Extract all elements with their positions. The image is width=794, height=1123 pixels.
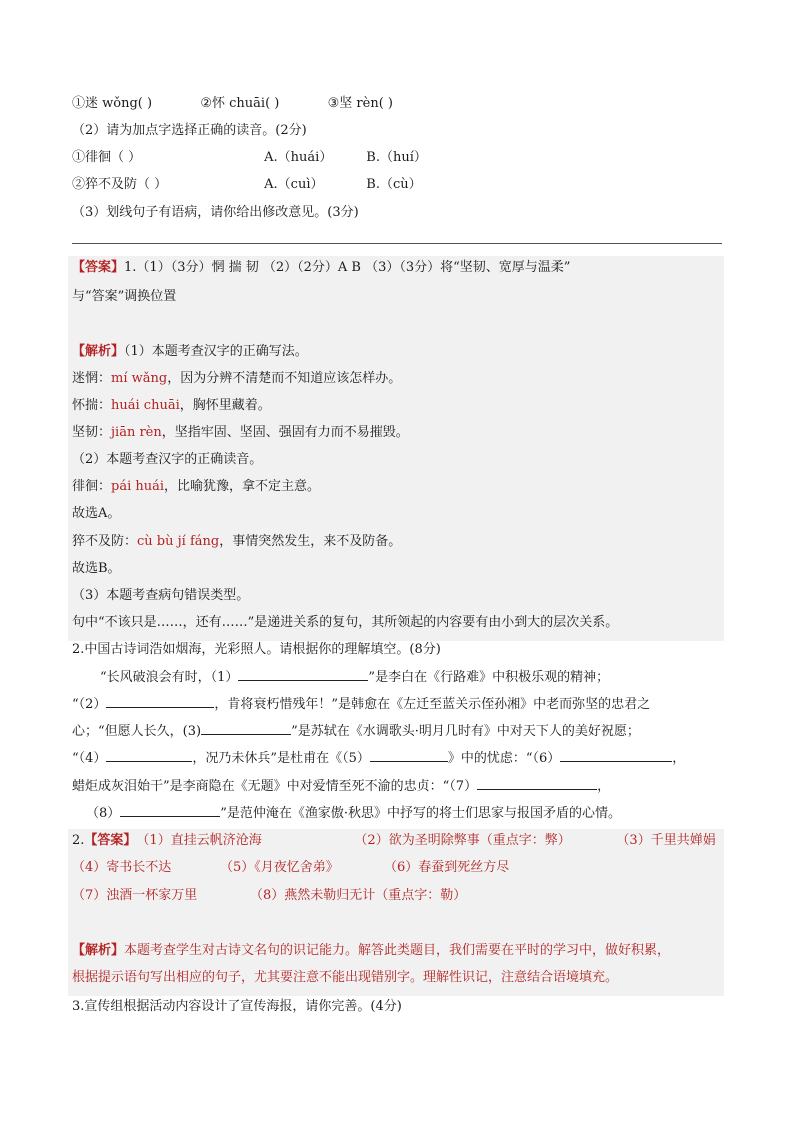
- blank-7[interactable]: [477, 776, 597, 790]
- answer-tag: 【答案】: [84, 833, 137, 848]
- analysis-1-line-5: （2）本题考查汉字的正确读音。: [72, 452, 263, 467]
- analysis-1-line-4: [72, 423, 409, 443]
- analysis-1-line-1: [72, 342, 308, 362]
- definition: ，胸怀里藏着。: [179, 398, 271, 413]
- answer-2-line-3: [72, 886, 466, 906]
- pinyin: jiān rèn: [111, 425, 162, 440]
- definition: ，比喻犹豫，拿不定主意。: [164, 479, 321, 494]
- analysis-1-line-9: 故选B。: [72, 561, 121, 576]
- option-line-2: [72, 175, 422, 195]
- pinyin-item-2: ②怀 chuāi( ): [200, 96, 280, 111]
- option-1-b: B.（huí）: [366, 150, 427, 165]
- answer-item-7: （7）浊酒一杯家万里: [72, 888, 198, 903]
- answer-item-8: （8）燕然未勒归无计（重点字：勒）: [250, 888, 467, 903]
- option-item-1: ①徘徊（ ）: [72, 150, 142, 165]
- option-2-a: A.（cuì）: [264, 177, 324, 192]
- q2-text: ，: [672, 751, 686, 766]
- analysis-1-line-6: [72, 477, 320, 497]
- blank-3[interactable]: [201, 721, 291, 735]
- analysis-1-line-7: 故选A。: [72, 506, 121, 521]
- term: 猝不及防：: [72, 534, 138, 549]
- answer-1-line-1: [72, 258, 570, 278]
- answer-tag: 【答案】: [72, 260, 125, 275]
- q2-text: ”是李白在《行路难》中积极乐观的精神；: [368, 670, 610, 685]
- answer-1-line-2: 与“答案”调换位置: [72, 289, 177, 304]
- pinyin-item-3: ③坚 rèn( ): [327, 96, 393, 111]
- answer-2-line-2: [72, 858, 509, 878]
- answer-item-3: （3）千里共婵娟: [616, 833, 716, 848]
- analysis-1-line-10: （3）本题考查病句错误类型。: [72, 588, 250, 603]
- q2-text: ”是范仲淹在《渔家傲·秋思》中抒写的将士们思家与报国矛盾的心情。: [220, 806, 622, 821]
- blank-2[interactable]: [106, 694, 214, 708]
- question-3-title: 3.宣传组根据活动内容设计了宣传海报，请你完善。(4分): [72, 999, 402, 1014]
- subquestion-3: （3）划线句子有语病，请你给出修改意见。(3分): [72, 205, 359, 220]
- option-2-b: B.（cù）: [366, 177, 422, 192]
- blank-4[interactable]: [106, 748, 192, 762]
- q2-line-2: [72, 694, 650, 715]
- q2-text: ，肯将衰朽惜残年！”是韩愈在《左迁至蓝关示侄孙湘》中老而弥坚的忠君之: [214, 697, 651, 712]
- q2-text: ，况乃未休兵”是杜甫在《（5）: [192, 751, 370, 766]
- q2-text: “（2）: [72, 697, 107, 712]
- answer-rule: [72, 243, 722, 244]
- answer-block-1: [68, 256, 724, 641]
- q2-line-5: [72, 776, 610, 797]
- analysis-2-line-1: [72, 941, 670, 961]
- analysis-1-line-8: [72, 532, 401, 552]
- answer-2-line-1: [72, 831, 716, 851]
- definition: ，因为分辨不清楚而不知道应该怎样办。: [167, 371, 402, 386]
- answer-item-2: （2）欲为圣明除弊事（重点字：弊）: [354, 833, 571, 848]
- answer-item-6: （6）春蚕到死丝方尽: [384, 860, 510, 875]
- option-1-a: A.（huái）: [264, 150, 333, 165]
- answer-item-5: （5）《月夜忆舍弟》: [220, 860, 339, 875]
- q2-line-4: [72, 748, 685, 769]
- question-2-title: 2.中国古诗词浩如烟海，光彩照人。请根据你的理解填空。(8分): [72, 642, 441, 657]
- analysis-1-line-2: [72, 369, 401, 389]
- term: 迷惘：: [72, 371, 112, 386]
- answer-1-text: 1.（1）（3分）惘 揣 韧 （2）（2分）A B （3）（3分）将“坚韧、宽厚与温柔”: [124, 260, 571, 275]
- analysis-1-line-3: [72, 396, 271, 416]
- blank-5[interactable]: [370, 748, 448, 762]
- term: 徘徊：: [72, 479, 112, 494]
- q2-text: ，: [597, 779, 611, 794]
- analysis-tag: 【解析】: [72, 943, 125, 958]
- blank-6[interactable]: [560, 748, 672, 762]
- definition: ，事情突然发生，来不及防备。: [219, 534, 402, 549]
- q2-text: 》中的忧虑：“（6）: [447, 751, 561, 766]
- analysis-1-text: （1）本题考查汉字的正确写法。: [124, 344, 308, 359]
- option-line-1: [72, 148, 427, 168]
- pinyin-item-1: ①迷 wǒng( ): [72, 96, 153, 111]
- q2-text: （8）: [86, 806, 121, 821]
- q2-line-6: [86, 803, 621, 824]
- answer-item-4: （4）寄书长不达: [72, 860, 172, 875]
- term: 坚韧：: [72, 425, 112, 440]
- q2-text: ”是苏轼在《水调歌头·明月几时有》中对天下人的美好祝愿；: [291, 724, 640, 739]
- term: 怀揣：: [72, 398, 112, 413]
- definition: ，坚指牢固、坚固、强固有力而不易摧毁。: [161, 425, 409, 440]
- answer-number: 2.: [72, 833, 85, 848]
- pinyin: huái chuāi: [111, 398, 180, 413]
- analysis-1-line-11: 句中“不该只是……，还有……”是递进关系的复句，其所领起的内容要有由小到大的层次关系。: [72, 615, 619, 630]
- analysis-tag: 【解析】: [72, 344, 125, 359]
- q2-text: “（4）: [72, 751, 107, 766]
- answer-item-1: （1）直挂云帆济沧海: [136, 833, 262, 848]
- pinyin: mí wǎng: [111, 371, 168, 386]
- q2-text: 蜡炬成灰泪始干”是李商隐在《无题》中对爱情至死不渝的忠贞：“（7）: [72, 779, 478, 794]
- q2-line-3: [72, 721, 640, 742]
- pinyin: cù bù jí fáng: [137, 534, 220, 549]
- option-item-2: ②猝不及防（ ）: [72, 177, 168, 192]
- subquestion-2: （2）请为加点字选择正确的读音。(2分): [72, 123, 307, 138]
- q2-text: “长风破浪会有时，（1）: [100, 670, 239, 685]
- pinyin: pái huái: [111, 479, 165, 494]
- analysis-2-text: 本题考查学生对古诗文名句的识记能力。解答此类题目，我们需要在平时的学习中，做好积累，: [124, 943, 671, 958]
- pinyin-question-line: [72, 94, 393, 114]
- analysis-2-line-2: 根据提示语句写出相应的句子，尤其要注意不能出现错别字。理解性识记，注意结合语境填充。: [72, 970, 619, 985]
- blank-1[interactable]: [238, 667, 368, 681]
- blank-8[interactable]: [120, 803, 220, 817]
- q2-text: 心；“但愿人长久，(3): [72, 724, 202, 739]
- q2-line-1: [100, 667, 609, 688]
